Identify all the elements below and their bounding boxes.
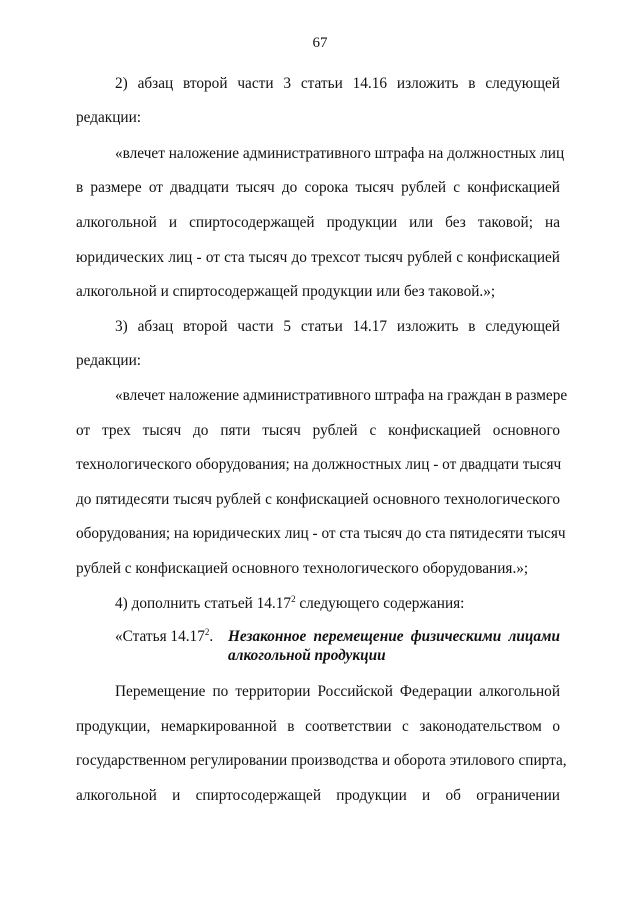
article-body-line: алкогольной и спиртосодержащей продукции и об ограничении	[76, 787, 560, 804]
article-title	[228, 627, 560, 665]
article-number-prefix: «Статья 14.17	[115, 628, 205, 645]
quote-line: оборудования; на юридических лиц - от ста тысяч до ста пятидесяти тысяч	[76, 525, 566, 542]
article-number-suffix: .	[209, 628, 214, 645]
article-body-line: Перемещение по территории Российской Федерации алкогольной	[115, 683, 560, 700]
quote-line: «влечет наложение административного штрафа на должностных лиц	[115, 145, 565, 162]
quote-line: в размере от двадцати тысяч до сорока тысяч рублей с конфискацией	[76, 179, 560, 196]
quote-line: технологического оборудования; на должностных лиц - от двадцати тысяч	[76, 456, 562, 473]
article-title-line: Незаконное перемещение физическими лицами	[228, 628, 560, 645]
article-title-line: алкогольной продукции	[228, 647, 386, 664]
article-number	[115, 627, 213, 646]
quote-line: рублей с конфискацией основного технологического оборудования.»;	[76, 560, 529, 577]
item-4-suffix: следующего содержания:	[295, 595, 465, 612]
article-body-line: продукции, немаркированной в соответствии с законодательством о	[76, 718, 560, 735]
item-4-prefix: 4) дополнить статьей 14.17	[115, 595, 292, 612]
quote-line: от трех тысяч до пяти тысяч рублей с конфискацией основного	[76, 422, 560, 439]
item-4-superscript: 2	[291, 593, 296, 604]
paragraph-line: 3) абзац второй части 5 статьи 14.17 изложить в следующей	[115, 318, 560, 335]
article-body-line: государственном регулировании производства и оборота этилового спирта,	[76, 752, 567, 769]
article-number-superscript: 2	[204, 626, 210, 637]
paragraph-line: 2) абзац второй части 3 статьи 14.16 изложить в следующей	[115, 75, 560, 92]
paragraph-line: редакции:	[76, 352, 142, 369]
quote-line: алкогольной и спиртосодержащей продукции или без таковой.»;	[76, 283, 496, 300]
quote-line: алкогольной и спиртосодержащей продукции или без таковой; на	[76, 214, 560, 231]
quote-line: до пятидесяти тысяч рублей с конфискацией основного технологического	[76, 491, 560, 508]
item-4-line	[115, 594, 560, 614]
paragraph-line: редакции:	[76, 109, 142, 126]
page-number: 67	[312, 35, 328, 51]
quote-line: юридических лиц - от ста тысяч до трехсот тысяч рублей с конфискацией	[76, 249, 560, 266]
quote-line: «влечет наложение административного штрафа на граждан в размере	[115, 387, 568, 404]
